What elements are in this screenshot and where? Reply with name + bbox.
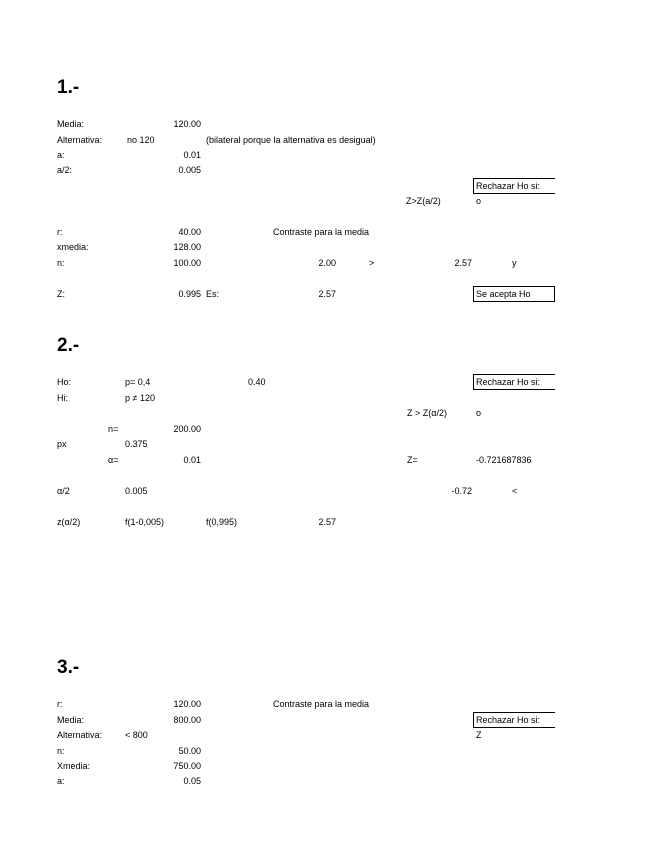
n-label-3: n:: [57, 746, 65, 756]
alternativa-label-3: Alternativa:: [57, 730, 103, 740]
compare-right: 2.57: [454, 258, 472, 268]
ho-label: Ho:: [57, 377, 72, 387]
n-value-2: 200.00: [173, 424, 201, 434]
reject-condition-or-2: o: [476, 408, 482, 418]
es-value: 2.57: [318, 289, 336, 299]
a-value-3: 0.05: [183, 776, 201, 786]
media-label-3: Media:: [57, 715, 85, 725]
n-value: 100.00: [173, 258, 201, 268]
z-label-3: Z: [476, 730, 482, 740]
xmedia-label: xmedia:: [57, 242, 89, 252]
reject-condition-2: Z > Z(α/2): [407, 408, 447, 418]
contrast-label: Contraste para la media: [273, 227, 370, 237]
n-label: n:: [57, 258, 65, 268]
media-label: Media:: [57, 119, 85, 129]
xmedia-label-3: Xmedia:: [57, 761, 91, 771]
r-label: r:: [57, 227, 63, 237]
alternativa-value: no 120: [127, 135, 155, 145]
a-label: a:: [57, 150, 65, 160]
f-expression-1: f(1-0,005): [125, 517, 165, 527]
reject-ho-box-2: Rechazar Ho si:: [473, 374, 555, 390]
alpha-label: α=: [108, 455, 119, 465]
media-value-3: 800.00: [173, 715, 201, 725]
a2-label: a/2:: [57, 165, 73, 175]
section-1-heading: 1.-: [57, 77, 80, 98]
compare-left: 2.00: [318, 258, 336, 268]
r-value-3: 120.00: [173, 699, 201, 709]
f-expression-2: f(0,995): [206, 517, 238, 527]
ho-value: p= 0,4: [125, 377, 151, 387]
compare-value-2: -0.72: [451, 486, 472, 496]
alternativa-label: Alternativa:: [57, 135, 103, 145]
reject-condition: Z>Z(a/2): [406, 196, 441, 206]
hi-value: p ≠ 120: [125, 393, 155, 403]
n-label-2: n=: [108, 424, 119, 434]
compare-operator-2: <: [512, 486, 518, 496]
alternativa-value-3: < 800: [125, 730, 148, 740]
px-value: 0.375: [125, 439, 148, 449]
alpha-value: 0.01: [183, 455, 201, 465]
ho-number: 0.40: [248, 377, 266, 387]
section-3-heading: 3.-: [57, 657, 80, 678]
alpha2-value: 0.005: [125, 486, 148, 496]
z-label: Z:: [57, 289, 65, 299]
es-label: Es:: [206, 289, 220, 299]
r-value: 40.00: [178, 227, 201, 237]
section-2-heading: 2.-: [57, 335, 80, 356]
alpha2-label: α/2: [57, 486, 70, 496]
z-value: 0.995: [178, 289, 201, 299]
a2-value: 0.005: [178, 165, 201, 175]
accept-ho-box: Se acepta Ho: [473, 286, 555, 302]
zalpha-value: 2.57: [318, 517, 336, 527]
a-label-3: a:: [57, 776, 65, 786]
reject-ho-box-1: Rechazar Ho si:: [473, 178, 555, 194]
reject-condition-or: o: [476, 196, 482, 206]
xmedia-value-3: 750.00: [173, 761, 201, 771]
compare-and: y: [512, 258, 517, 268]
xmedia-value: 128.00: [173, 242, 201, 252]
a-value: 0.01: [183, 150, 201, 160]
n-value-3: 50.00: [178, 746, 201, 756]
contrast-label-3: Contraste para la media: [273, 699, 370, 709]
alternativa-note: (bilateral porque la alternativa es desigual): [206, 135, 376, 145]
hi-label: Hi:: [57, 393, 68, 403]
reject-ho-box-3: Rechazar Ho si:: [473, 712, 555, 728]
media-value: 120.00: [173, 119, 201, 129]
px-label: px: [57, 439, 67, 449]
r-label-3: r:: [57, 699, 63, 709]
z-value-2: -0.721687836: [476, 455, 532, 465]
zalpha-label: z(α/2): [57, 517, 81, 527]
compare-operator: >: [369, 258, 375, 268]
z-label-2: Z=: [407, 455, 418, 465]
